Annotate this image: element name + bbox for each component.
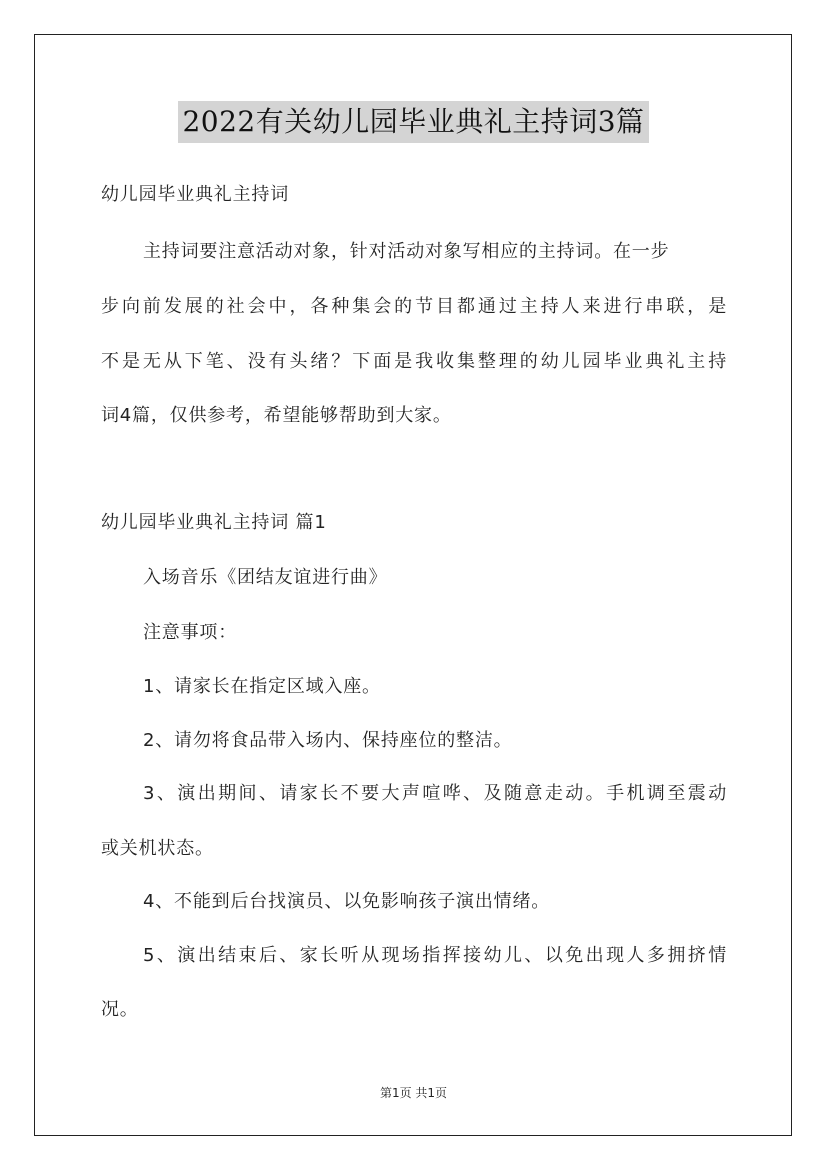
intro-line-2: 步向前发展的社会中，各种集会的节目都通过主持人来进行串联，是 bbox=[101, 296, 727, 317]
page-number-footer: 第1页 共1页 bbox=[379, 1086, 448, 1100]
note-item-2: 2、请勿将食品带入场内、保持座位的整洁。 bbox=[143, 730, 513, 751]
note-item-4: 4、不能到后台找演员、以免影响孩子演出情绪。 bbox=[143, 891, 551, 912]
note-item-3-line-1: 3、演出期间、请家长不要大声喧哗、及随意走动。手机调至震动 bbox=[143, 783, 727, 804]
document-title: 2022有关幼儿园毕业典礼主持词3篇 bbox=[178, 101, 648, 143]
note-item-5-line-1: 5、演出结束后、家长听从现场指挥接幼儿、以免出现人多拥挤情 bbox=[143, 945, 727, 966]
intro-line-4: 词4篇，仅供参考，希望能够帮助到大家。 bbox=[101, 405, 452, 426]
intro-line-3: 不是无从下笔、没有头绪？下面是我收集整理的幼儿园毕业典礼主持 bbox=[101, 351, 727, 372]
note-item-5-line-2: 况。 bbox=[101, 999, 139, 1020]
notes-heading: 注意事项： bbox=[143, 622, 237, 643]
note-item-3-line-2: 或关机状态。 bbox=[101, 838, 214, 859]
part-heading: 幼儿园毕业典礼主持词 篇1 bbox=[101, 512, 327, 533]
entrance-music: 入场音乐《团结友谊进行曲》 bbox=[143, 567, 388, 588]
section-heading: 幼儿园毕业典礼主持词 bbox=[101, 184, 289, 205]
note-item-1: 1、请家长在指定区域入座。 bbox=[143, 676, 381, 697]
title-container bbox=[0, 101, 827, 143]
intro-line-1: 主持词要注意活动对象，针对活动对象写相应的主持词。在一步 bbox=[143, 241, 670, 262]
